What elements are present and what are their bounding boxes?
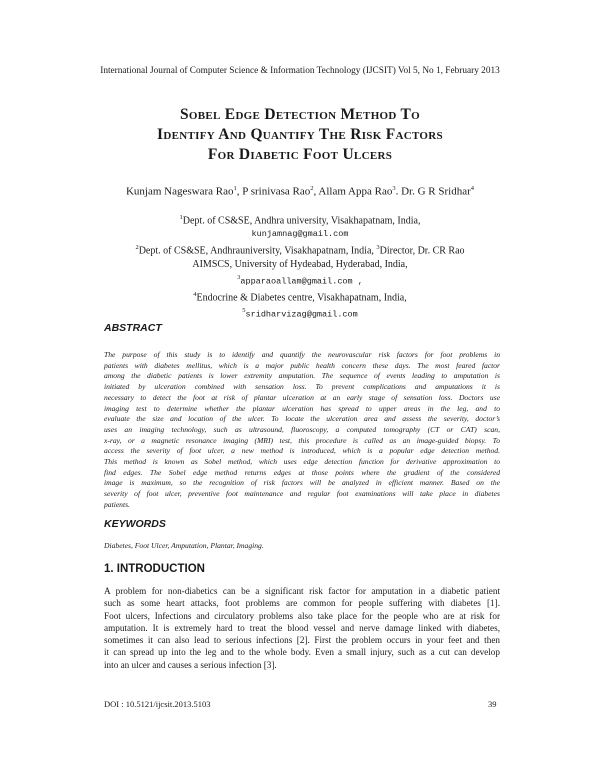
affiliations (100, 211, 500, 322)
author-affil-mark: 1 (233, 185, 237, 192)
affiliation-line (100, 241, 500, 257)
intro-line: into an ulcer and causes a serious infection [3]. (104, 659, 277, 670)
title-line: Sobel Edge Detection Method To (179, 106, 421, 123)
abstract-line: find edges. The Sobel edge method returns edges at those points where the gradient of the considered (104, 467, 500, 477)
author-name: , P srinivasa Rao (236, 185, 311, 198)
abstract-line: among the diabetic patients is lower extremity amputation. The sequence of events leading to amputation is (104, 371, 500, 381)
keywords-heading: KEYWORDS (104, 518, 166, 530)
intro-line: it can spread up into the leg and to the whole body. Even a small injury, such as a cut can develop (104, 647, 500, 658)
abstract-line: patients with diabetes mellitus, which is a major public health concern these days. The most feared factor (104, 360, 500, 370)
affil-mark: 3 (376, 244, 380, 252)
abstract-line: patients. (104, 499, 130, 509)
title-line: For Diabetic Foot Ulcers (207, 146, 393, 163)
intro-line: amputation. It is extremely hard to treat the blood vessel and nerve damage linked with diabetes, (104, 622, 500, 633)
affil-text: Endocrine & Diabetes centre, Visakhapatnam, India, (196, 292, 407, 304)
affiliation-line: AIMSCS, University of Hydeabad, Hyderabad, India, (192, 258, 408, 270)
author-list (0, 185, 600, 198)
affiliation-email[interactable] (100, 271, 500, 288)
abstract-line: access the severity of foot ulcer, a new method is introduced, which is a popular edge detection method. (104, 446, 500, 456)
abstract-heading: ABSTRACT (104, 322, 162, 334)
journal-header: International Journal of Computer Science & Information Technology (IJCSIT) Vol 5, No 1, February 2013 (100, 66, 500, 76)
affil-mark: 5 (242, 307, 246, 315)
footer-doi: DOI : 10.5121/ijcsit.2013.5103 (104, 699, 211, 709)
introduction-heading: 1. INTRODUCTION (104, 563, 205, 575)
intro-line: such as some heart attacks, foot problems are common for people suffering with diabetes [1]. (104, 598, 500, 609)
intro-line: Foot ulcers, Infections and circulatory problems also take place for the people who are at risk for (104, 610, 500, 621)
page-number: 39 (488, 699, 497, 709)
intro-line: sometimes it can also lead to serious infections [2]. First the problem occurs in your feet and then (104, 635, 500, 646)
author-affil-mark: 3 (392, 185, 396, 192)
introduction-body (104, 585, 500, 671)
abstract-line: uses an imaging technology, such as ultrasound, fluoroscopy, a computed tomography (CT or CAT) scan, (104, 424, 500, 434)
affil-mark: 1 (179, 214, 183, 221)
email-link[interactable]: kunjamnag@gmail.com (251, 229, 349, 240)
author-name: Kunjam Nageswara Rao (125, 185, 234, 198)
affil-mark: 2 (135, 244, 139, 252)
affil-mark: 4 (193, 290, 197, 298)
abstract-body (104, 350, 500, 511)
title-line: Identify And Quantify The Risk Factors (157, 126, 443, 143)
affiliation-line (100, 288, 500, 304)
email-link[interactable]: apparaoallam@gmail.com , (240, 275, 363, 286)
abstract-line: severity of foot ulcer, preventive foot maintenance and regular foot examinations will take place in diabetes (104, 489, 500, 499)
abstract-line: imaging test to determine whether the plantar ulceration has spread to upper areas in the leg, and to (104, 403, 500, 413)
abstract-line: x-ray, or a magnetic resonance imaging (MRI) test, this procedure is called as an image-guided biopsy. To (104, 435, 500, 445)
author-name: , Allam Appa Rao (313, 185, 393, 198)
affil-mark: 3 (237, 273, 241, 281)
abstract-line: necessary to detect the foot at risk of plantar ulceration at an early stage of sensation loss. Doctors use (104, 392, 500, 402)
affil-text: Director, Dr. CR Rao (379, 245, 465, 257)
author-affil-mark: 2 (310, 185, 314, 192)
affiliation-email[interactable] (100, 227, 500, 241)
intro-line: A problem for non-diabetics can be a significant risk factor for amputation in a diabetic patient (104, 586, 500, 596)
affiliation-email[interactable] (100, 304, 500, 321)
author-affil-mark: 4 (470, 185, 475, 192)
author-name: . Dr. G R Sridhar (395, 185, 471, 198)
affiliation-line (100, 211, 500, 227)
email-link[interactable]: sridharvizag@gmail.com (245, 309, 358, 320)
abstract-line: initiated by ulceration combined with sensation loss. To prevent complications and amputations it is (104, 382, 500, 392)
abstract-line: evaluate the size and location of the ulcer. To locate the ulceration area and assess the severity, doctor’s (104, 414, 500, 424)
abstract-line: The purpose of this study is to identify and quantify the neurovascular risk factors for foot problems in (104, 350, 500, 359)
affil-text: Dept. of CS&SE, Andhra university, Visakhapatnam, India, (182, 215, 421, 227)
keywords-list: Diabetes, Foot Ulcer, Amputation, Plantar, Imaging. (104, 541, 264, 550)
abstract-line: image is maximum, so the recognition of risk factors will be analyzed in efficient manner. Based on the (104, 478, 500, 488)
paper-title (80, 105, 520, 165)
affil-text: Dept. of CS&SE, Andhrauniversity, Visakhapatnam, India, (138, 245, 377, 257)
abstract-line: This method is known as Sobel method, which uses edge detection function for derivative approximation to (104, 457, 500, 467)
